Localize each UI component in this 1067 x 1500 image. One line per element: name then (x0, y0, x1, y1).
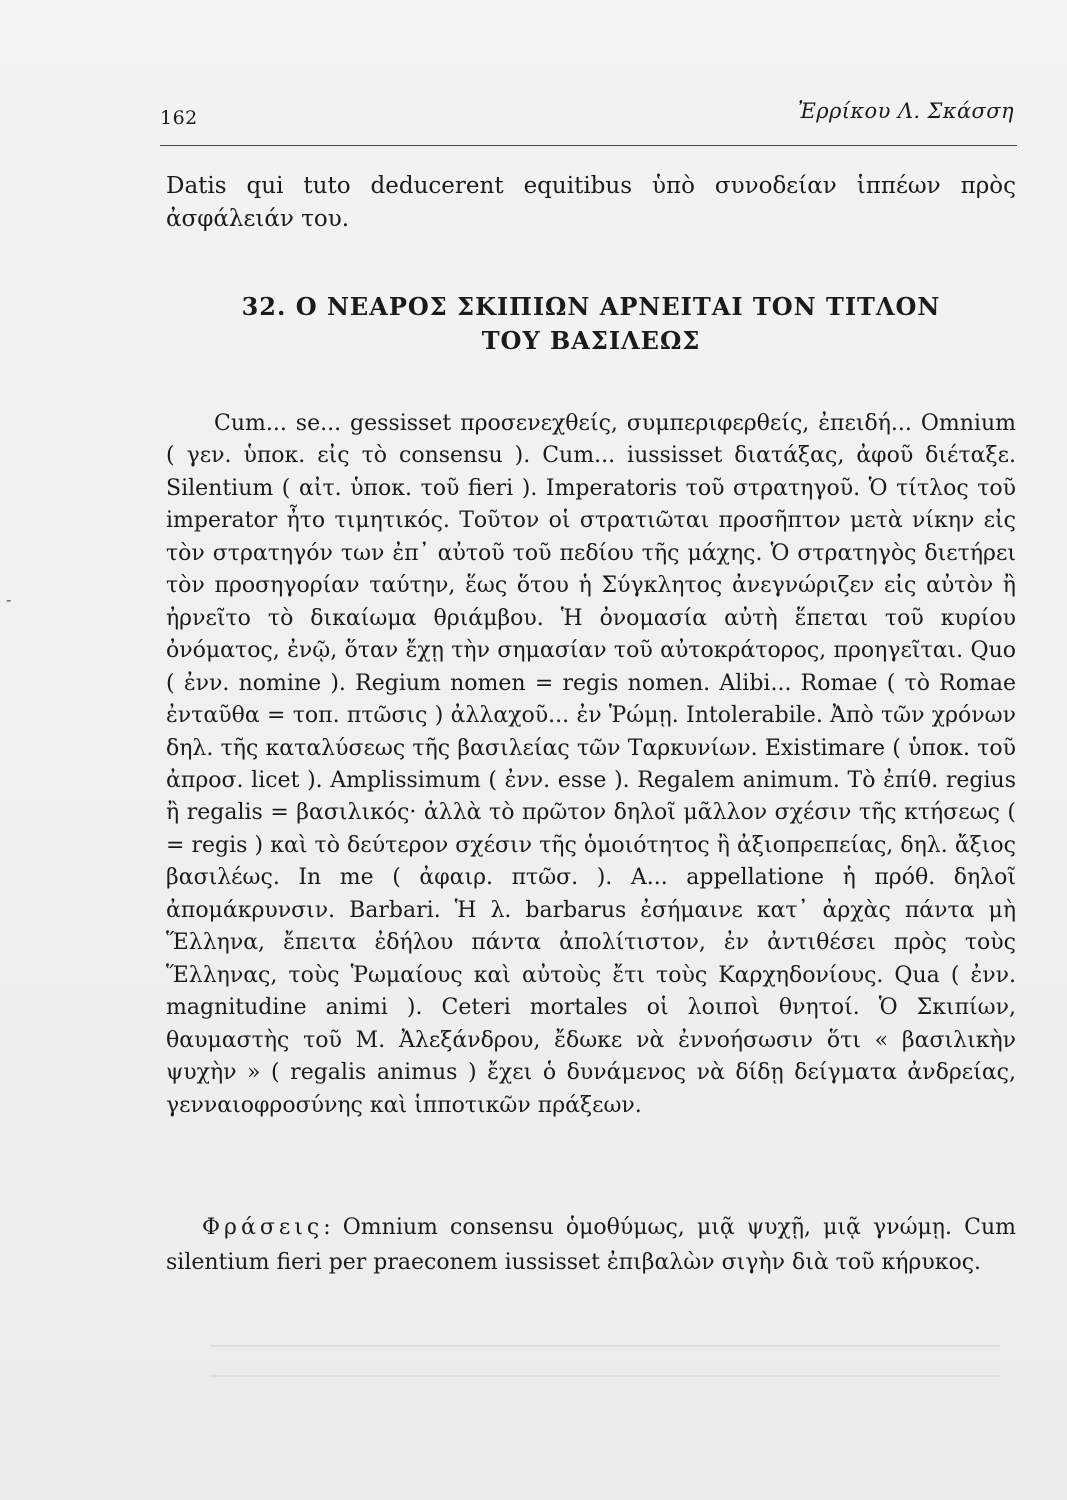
commentary-paragraph: Cum... se... gessisset προσενεχθείς, συμπεριφερθείς, ἐπειδή... Omnium ( γεν. ὑποκ. εἰς τὸ consensu ). Cum... iussisset διατάξας, ἀφοῦ διέταξε. Silentium ( αἰτ. ὑποκ. τοῦ fieri ). Imperatoris τοῦ στρατηγοῦ. Ὁ τίτλος τοῦ imperator ἦτο τιμητικός. Τοῦτον οἱ στρατιῶται προσῆπτον μετὰ νίκην εἰς τὸν στρατηγόν των ἐπ᾽ αὐτοῦ τοῦ πεδίου τῆς μάχης. Ὁ στρατηγὸς διετήρει τὸν προσηγορίαν ταύτην, ἕως ὅτου ἡ Σύγκλητος ἀνεγνώριζεν εἰς αὐτὸν ἢ ἠρνεῖτο τὸ δικαίωμα θριάμβου. Ἡ ὀνομασία αὐτὴ ἕπεται τοῦ κυρίου ὀνόματος, ἐνῷ, ὅταν ἔχῃ τὴν σημασίαν τοῦ αὐτοκράτορος, προηγεῖται. Quo ( ἐνν. nomine ). Regium nomen = regis nomen. Alibi... Romae ( τὸ Romae ἐνταῦθα = τοπ. πτῶσις ) ἀλλαχοῦ... ἐν Ῥώμῃ. Intolerabile. Ἀπὸ τῶν χρόνων δηλ. τῆς καταλύσεως τῆς βασιλείας τῶν Ταρκυνίων. Existimare ( ὑποκ. τοῦ ἀπροσ. licet ). Amplissimum ( ἐνν. esse ). Regalem animum. Τὸ ἐπίθ. regius ἢ regalis = βασιλικός· ἀλλὰ τὸ πρῶτον δηλοῖ μᾶλλον σχέσιν τῆς κτήσεως ( = regis ) καὶ τὸ δεύτερον σχέσιν τῆς ὁμοιότητος ἢ ἀξιοπρεπείας, δηλ. ἄξιος βασιλέως. In me ( ἀφαιρ. πτῶσ. ). A... appellatione ἡ πρόθ. δηλοῖ ἀπομάκρυνσιν. Barbari. Ἡ λ. barbarus ἐσήμαινε κατ᾽ ἀρχὰς πάντα μὴ Ἕλληνα, ἔπειτα ἐδήλου πάντα ἀπολίτιστον, ἐν ἀντιθέσει πρὸς τοὺς Ἕλληνας, τοὺς Ῥωμαίους καὶ αὐτοὺς ἔτι τοὺς Καρχηδονίους. Qua ( ἐνν. magnitudine animi ). Ceteri mortales οἱ λοιποὶ θνητοί. Ὁ Σκιπίων, θαυμαστὴς τοῦ Μ. Ἀλεξάνδρου, ἔδωκε νὰ ἐννοήσωσιν ὅτι « βασιλικὴν ψυχὴν » ( regalis animus ) ἔχει ὁ δυνάμενος νὰ δίδῃ δείγματα ἀνδρείας, γενναιοφροσύνης καὶ ἱπποτικῶν πράξεων. (166, 411, 1016, 1118)
bleed-through-texture (210, 1345, 1000, 1405)
running-head-author: Ἐρρίκου Λ. Σκάσση (797, 99, 1014, 123)
phrases-label: Φράσεις (202, 1215, 324, 1240)
margin-mark: - (6, 590, 12, 609)
phrases-paragraph (166, 1210, 1016, 1280)
section-title (166, 290, 1016, 358)
intro-paragraph: Datis qui tuto deducerent equitibus ὑπὸ συνοδείαν ἱππέων πρὸς ἀσφάλειάν του. (166, 173, 1016, 232)
running-head (160, 95, 1020, 135)
section-title-line-2: ΤΟΥ ΒΑΣΙΛΕΩΣ (481, 326, 701, 355)
page-number: 162 (160, 107, 198, 129)
section-title-line-1: 32. Ο ΝΕΑΡΟΣ ΣΚΙΠΙΩΝ ΑΡΝΕΙΤΑΙ ΤΟΝ ΤΙΤΛΟΝ (241, 292, 941, 321)
header-rule (160, 145, 1017, 146)
phrases-text: : Omnium consensu ὁμοθύμως, μιᾷ ψυχῇ, μιᾷ γνώμῃ. Cum silentium fieri per praeconem iussisset ἐπιβαλὼν σιγὴν διὰ τοῦ κήρυκος. (166, 1215, 1016, 1275)
